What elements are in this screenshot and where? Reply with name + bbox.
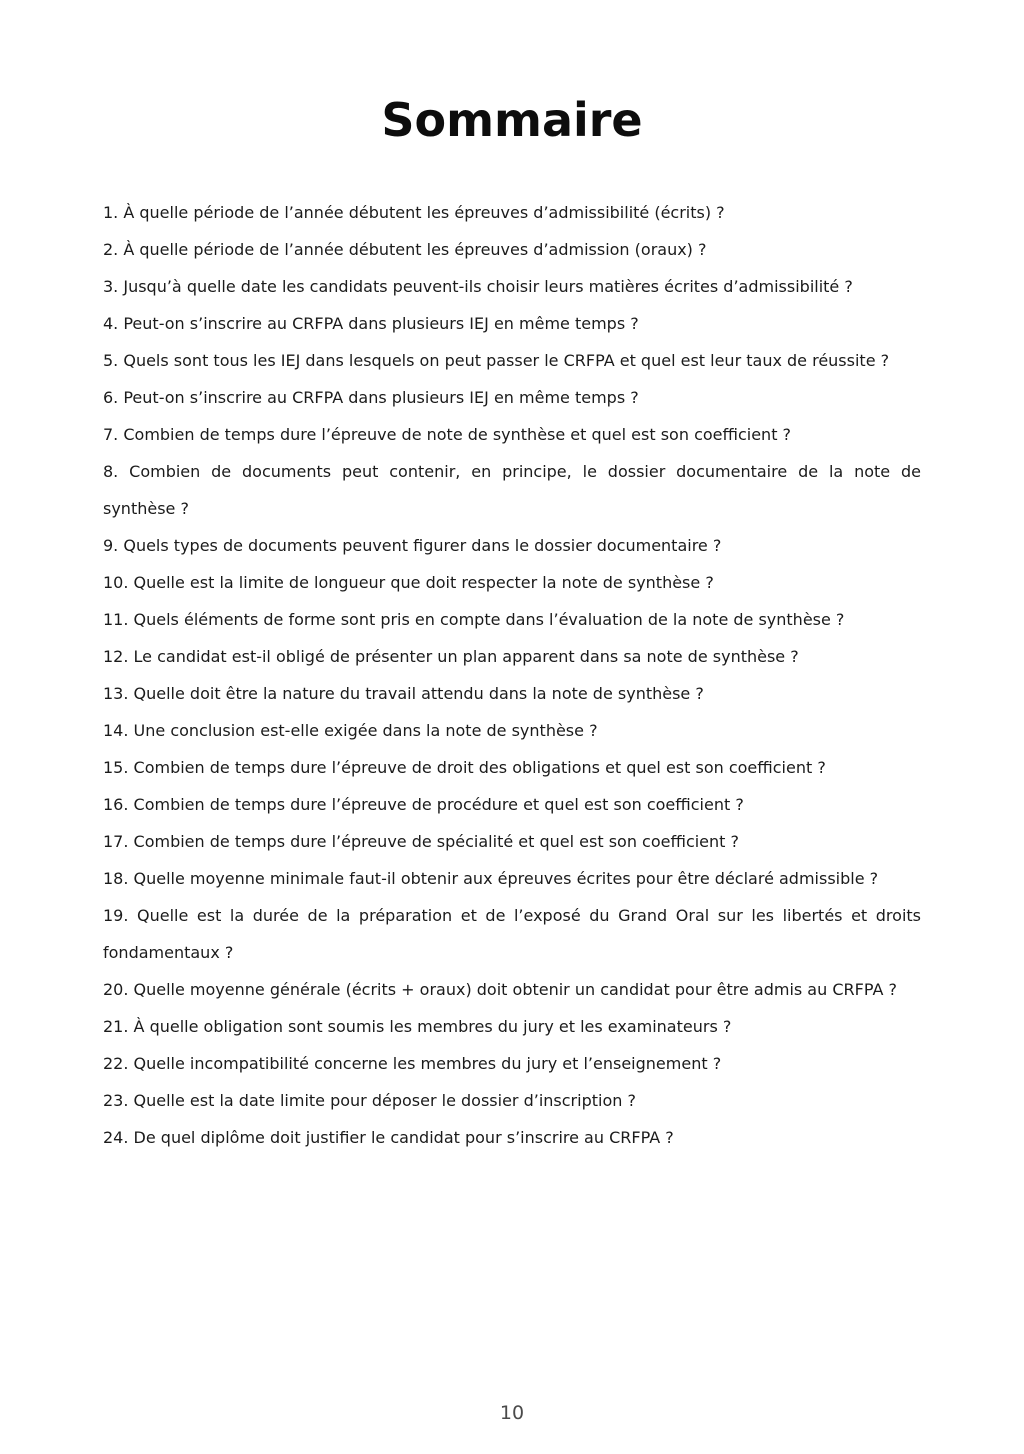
page-number: 10 (499, 1402, 525, 1424)
toc-item: 6. Peut-on s’inscrire au CRFPA dans plusieurs IEJ en même temps ? (103, 387, 639, 407)
toc-item: 5. Quels sont tous les IEJ dans lesquels on peut passer le CRFPA et quel est leur taux de réussite ? (103, 350, 890, 370)
toc-item: 2. À quelle période de l’année débutent les épreuves d’admission (oraux) ? (103, 239, 707, 259)
toc-item: 8. Combien de documents peut contenir, en principe, le dossier documentaire de la note de synthèse ? (103, 461, 921, 518)
toc-item: 9. Quels types de documents peuvent figurer dans le dossier documentaire ? (103, 535, 722, 555)
toc-item: 15. Combien de temps dure l’épreuve de droit des obligations et quel est son coefficient ? (103, 757, 826, 777)
toc-item: 3. Jusqu’à quelle date les candidats peuvent-ils choisir leurs matières écrites d’admissibilité ? (103, 276, 853, 296)
toc-item: 22. Quelle incompatibilité concerne les membres du jury et l’enseignement ? (103, 1053, 722, 1073)
toc-item: 13. Quelle doit être la nature du travail attendu dans la note de synthèse ? (103, 683, 704, 703)
toc-item: 17. Combien de temps dure l’épreuve de spécialité et quel est son coefficient ? (103, 831, 740, 851)
page-title: Sommaire (381, 93, 643, 147)
toc-item: 18. Quelle moyenne minimale faut-il obtenir aux épreuves écrites pour être déclaré admissible ? (103, 868, 879, 888)
toc-item: 11. Quels éléments de forme sont pris en compte dans l’évaluation de la note de synthèse ? (103, 609, 845, 629)
toc-item: 21. À quelle obligation sont soumis les membres du jury et les examinateurs ? (103, 1016, 732, 1036)
toc-item: 12. Le candidat est-il obligé de présenter un plan apparent dans sa note de synthèse ? (103, 646, 799, 666)
toc-item: 7. Combien de temps dure l’épreuve de note de synthèse et quel est son coefficient ? (103, 424, 792, 444)
toc-item: 1. À quelle période de l’année débutent les épreuves d’admissibilité (écrits) ? (103, 202, 725, 222)
toc-item: 23. Quelle est la date limite pour déposer le dossier d’inscription ? (103, 1090, 636, 1110)
toc-item: 16. Combien de temps dure l’épreuve de procédure et quel est son coefficient ? (103, 794, 744, 814)
toc-item: 24. De quel diplôme doit justifier le candidat pour s’inscrire au CRFPA ? (103, 1127, 674, 1147)
toc-item: 20. Quelle moyenne générale (écrits + oraux) doit obtenir un candidat pour être admis au CRFPA ? (103, 979, 897, 999)
toc-item: 10. Quelle est la limite de longueur que doit respecter la note de synthèse ? (103, 572, 714, 592)
toc-item: 19. Quelle est la durée de la préparation et de l’exposé du Grand Oral sur les libertés et droits fondamentaux ? (103, 905, 921, 962)
toc-list (103, 194, 921, 1156)
toc-item: 4. Peut-on s’inscrire au CRFPA dans plusieurs IEJ en même temps ? (103, 313, 639, 333)
toc-item: 14. Une conclusion est-elle exigée dans la note de synthèse ? (103, 720, 598, 740)
